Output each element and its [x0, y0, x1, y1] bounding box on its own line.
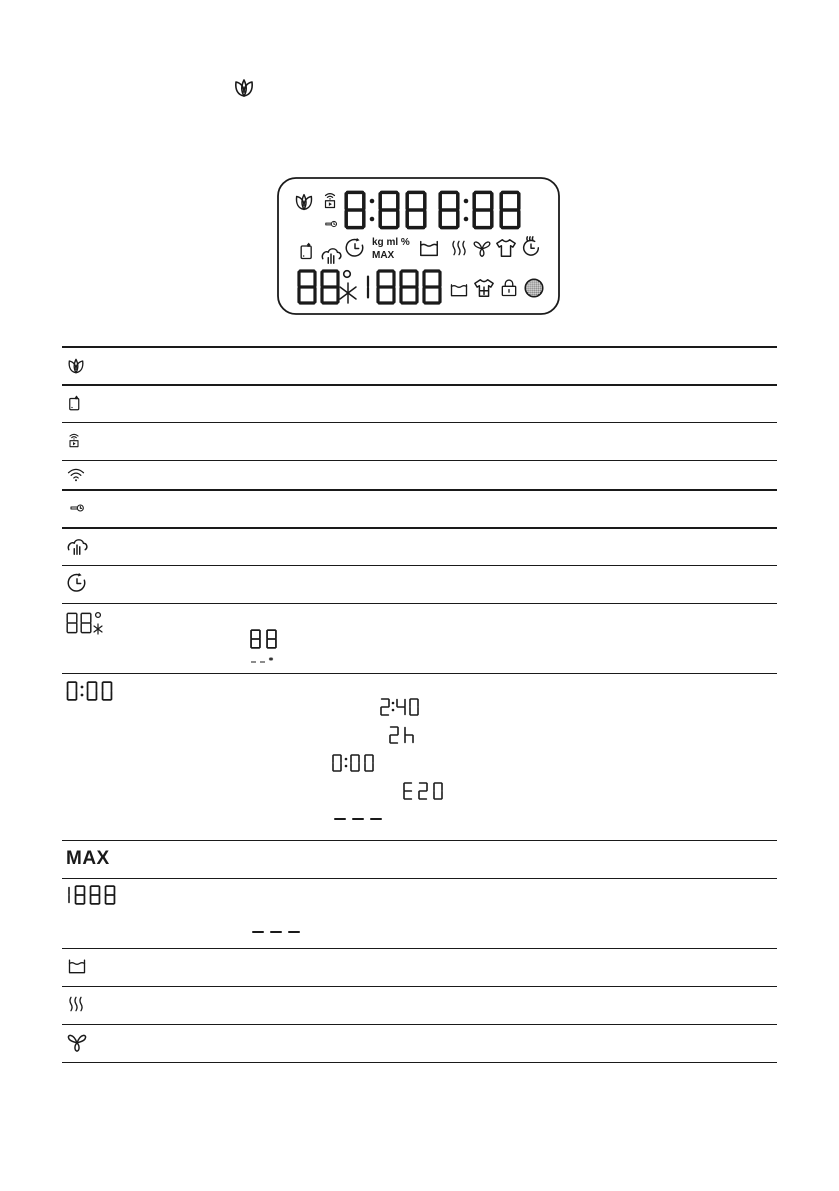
header-leaf-icon: [230, 76, 258, 100]
example-time-2h: [389, 725, 419, 745]
row-steam-icon: [66, 994, 86, 1014]
row-phone-icon: [66, 393, 84, 413]
lcd-max-label: MAX: [372, 250, 395, 261]
lcd-clock-icon: [346, 238, 363, 256]
row-temperature-digits: [66, 610, 114, 638]
lcd-shirt-timer-icon: [524, 237, 539, 255]
lcd-cloud-icon: [322, 249, 341, 263]
example-time-0-00: [332, 753, 378, 773]
lcd-time-digits: [346, 192, 519, 227]
lcd-leaf-icon: [296, 195, 311, 210]
example-temp-88: [249, 628, 281, 650]
lcd-wifi-remote-icon: [326, 194, 335, 208]
example-spin-dashes: [252, 928, 302, 936]
table-rule: [62, 673, 777, 674]
example-time-dashes: [334, 815, 384, 823]
row-remote-start-icon: [66, 429, 82, 451]
row-cloud-icon: [66, 535, 88, 557]
table-rule: [62, 603, 777, 604]
lcd-steam-icon: [453, 241, 465, 254]
lcd-tub-icon: [452, 285, 467, 296]
table-rule: [62, 565, 777, 566]
row-anti-allergy-icon: [66, 1031, 88, 1053]
row-wifi-icon: [66, 466, 86, 484]
lcd-allergy-icon: [474, 242, 490, 256]
table-rule: [62, 527, 777, 529]
lcd-display-panel: [277, 177, 560, 315]
table-rule: [62, 460, 777, 461]
row-spin-digits: [66, 884, 120, 908]
lcd-rinse-tub-icon: [421, 242, 438, 256]
row-delay-clock-icon: [66, 572, 88, 594]
table-rule: [62, 489, 777, 491]
example-error-e20: [403, 781, 447, 801]
table-rule: [62, 986, 777, 987]
example-time-2-40: [380, 697, 422, 717]
lcd-units-label: kg ml %: [372, 237, 410, 248]
lcd-drum-clean-icon: [525, 279, 542, 296]
table-rule: [62, 384, 777, 386]
row-key-icon: [66, 500, 88, 516]
lcd-spin-digits: [368, 271, 440, 303]
lcd-shirt-icon: [497, 240, 515, 257]
example-temp-dashes: [250, 656, 276, 666]
row-rinse-tub-icon: [66, 956, 88, 976]
table-rule: [62, 948, 777, 949]
lcd-shirt-plus-icon: [475, 280, 493, 297]
row-max-label: MAX: [66, 848, 110, 869]
table-rule: [62, 840, 777, 841]
table-rule: [62, 1024, 777, 1025]
row-leaf-icon: [66, 356, 86, 376]
lcd-key-icon: [326, 221, 337, 226]
table-rule: [62, 422, 777, 423]
table-rule: [62, 878, 777, 879]
table-bottom-rule: [62, 1062, 777, 1063]
lcd-temp-digits: [299, 271, 356, 303]
lcd-phone-icon: [301, 243, 311, 259]
table-top-rule: [62, 346, 777, 348]
lcd-lock-icon: [502, 280, 515, 295]
row-time-digits: [66, 680, 116, 702]
